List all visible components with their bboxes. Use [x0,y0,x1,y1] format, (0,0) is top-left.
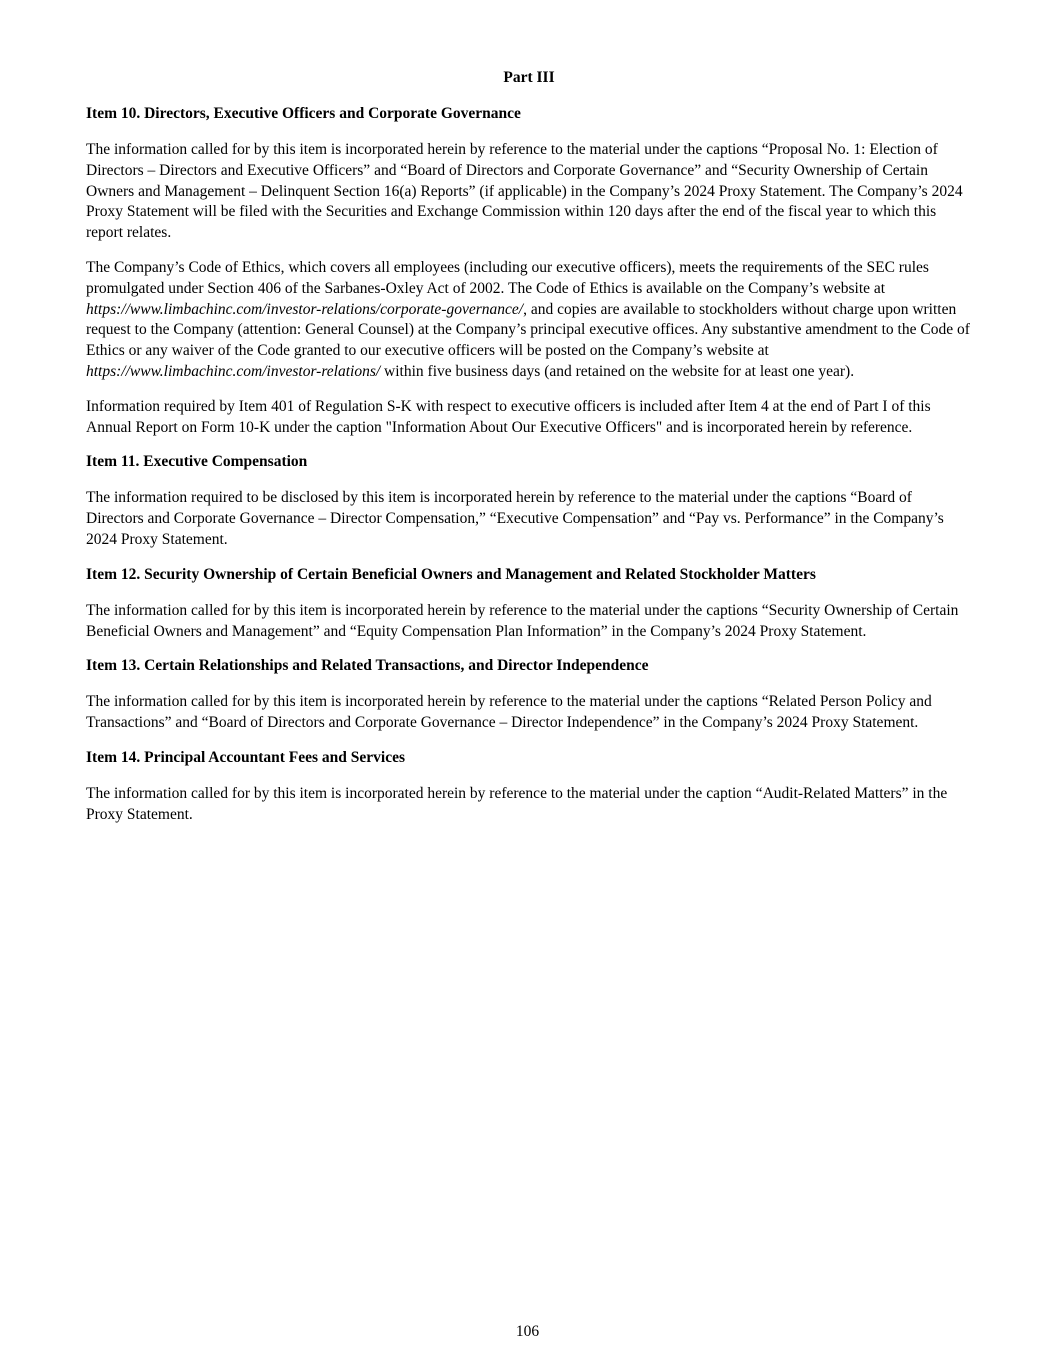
item-14-paragraph-1: The information called for by this item is incorporated herein by reference to the material under the caption “Audit-Related Matters” in the Proxy Statement. [86,784,948,823]
corporate-governance-link[interactable]: https://www.limbachinc.com/investor-relations/corporate-governance/ [86,300,524,318]
item-11-heading: Item 11. Executive Compensation [86,453,308,471]
page-number: 106 [515,1323,540,1340]
part-title: Part III [503,69,555,86]
item-12-paragraph-1: The information called for by this item is incorporated herein by reference to the material under the captions “Security Ownership of Certain Beneficial Owners and Management” and “Equity Compensation Plan Information” in the Company’s 2024 Proxy Statement. [86,601,959,640]
item-10-paragraph-2 [86,258,972,383]
item-10-paragraph-2-text-c: within five business days (and retained on the website for at least one year). [380,362,855,380]
investor-relations-link[interactable]: https://www.limbachinc.com/investor-relations/ [86,362,381,380]
item-10-heading: Item 10. Directors, Executive Officers and Corporate Governance [86,105,521,122]
item-13-heading: Item 13. Certain Relationships and Related Transactions, and Director Independence [86,657,649,675]
item-10-paragraph-2-text-a: The Company’s Code of Ethics, which covers all employees (including our executive officers), meets the requirements of the SEC rules promulgated under Section 406 of the Sarbanes-Oxley Act of 2002. The Code of Ethics is available on the Company’s website at [86,258,929,297]
item-10-paragraph-3: Information required by Item 401 of Regulation S-K with respect to executive officers is included after Item 4 at the end of Part I of this Annual Report on Form 10-K under the caption "Information About Our Executive Officers" and is incorporated herein by reference. [86,397,931,436]
item-13-paragraph-1: The information called for by this item is incorporated herein by reference to the material under the captions “Related Person Policy and Transactions” and “Board of Directors and Corporate Governance – Director Independence” in the Company’s 2024 Proxy Statement. [86,693,932,732]
item-10-paragraph-1: The information called for by this item is incorporated herein by reference to the material under the captions “Proposal No. 1: Election of Directors – Directors and Executive Officers” and “Board of Directors and Corporate Governance” and “Security Ownership of Certain Owners and Management – Delinquent Section 16(a) Reports” (if applicable) in the Company’s 2024 Proxy Statement. The Company’s 2024 Proxy Statement will be filed with the Securities and Exchange Commission within 120 days after the end of the fiscal year to which this report relates. [86,141,963,242]
item-12-heading: Item 12. Security Ownership of Certain Beneficial Owners and Management and Related Stockholder Matters [86,565,816,583]
document-page [86,68,972,840]
item-10-paragraph-2-text-b: , and copies are available to stockholders without charge upon written request to the Company (attention: General Counsel) at the Company’s principal executive offices. Any substantive amendment to the Code of Ethics or any waiver of the Code granted to our executive officers will be posted on the Company’s website at [86,300,970,360]
item-11-paragraph-1: The information required to be disclosed by this item is incorporated herein by reference to the material under the captions “Board of Directors and Corporate Governance – Director Compensation,” “Executive Compensation” and “Pay vs. Performance” in the Company’s 2024 Proxy Statement. [86,489,944,548]
item-14-heading: Item 14. Principal Accountant Fees and Services [86,748,406,766]
